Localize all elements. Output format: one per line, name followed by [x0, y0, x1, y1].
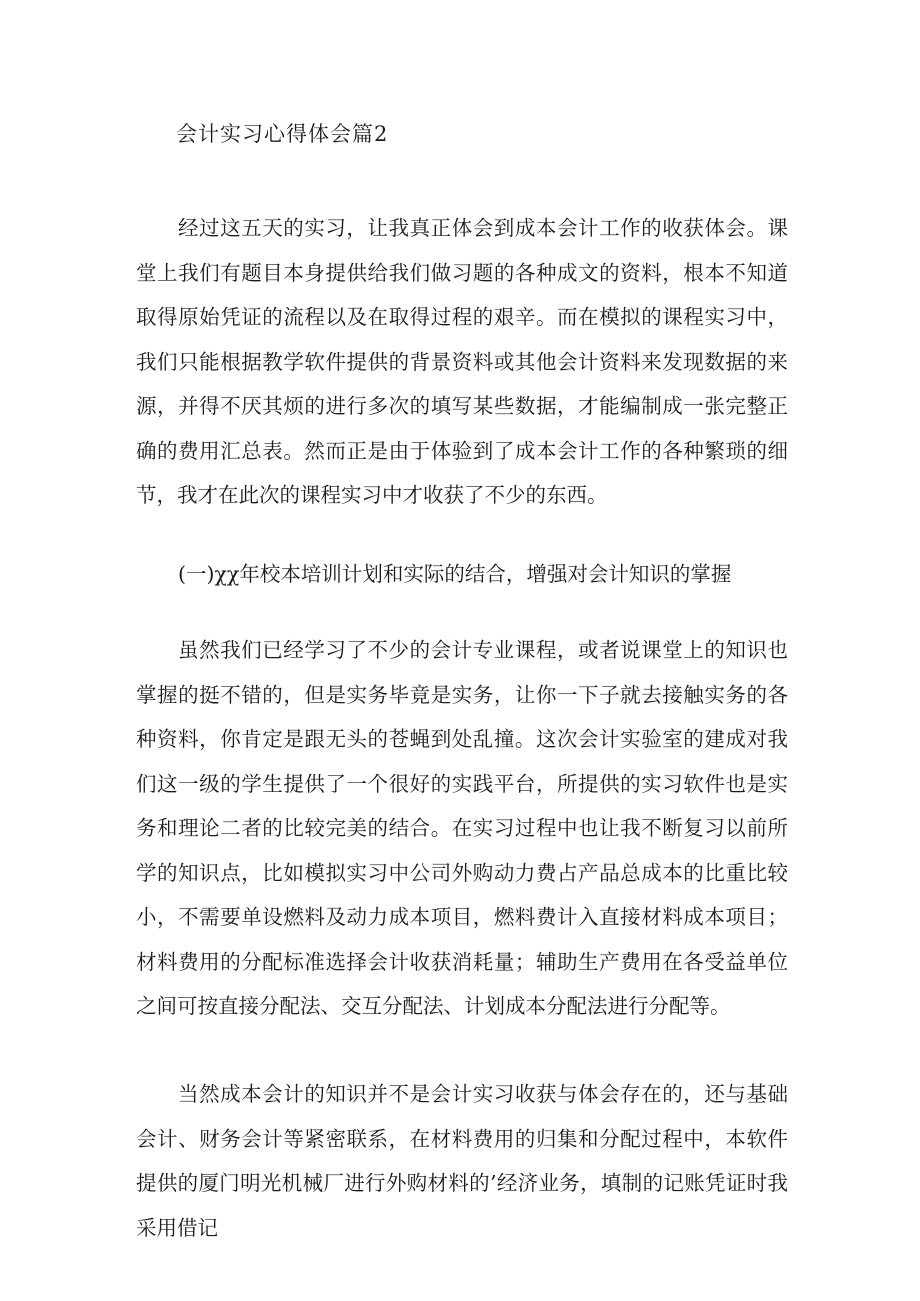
paragraph-2: 虽然我们已经学习了不少的会计专业课程，或者说课堂上的知识也掌握的挺不错的，但是实务毕竟是实务，让你一下子就去接触实务的各种资料，你肯定是跟无头的苍蝇到处乱撞。这次会计实验室的建成对我们这一级的学生提供了一个很好的实践平台，所提供的实习软件也是实务和理论二者的比较完美的结合。在实习过程中也让我不断复习以前所学的知识点，比如模拟实习中公司外购动力费占产品总成本的比重比较小，不需要单设燃料及动力成本项目，燃料费计入直接材料成本项目；材料费用的分配标准选择会计收获消耗量；辅助生产费用在各受益单位之间可按直接分配法、交互分配法、计划成本分配法进行分配等。: [136, 638, 788, 1018]
document-title: 会计实习心得体会篇2: [176, 122, 389, 146]
paragraph-3: 当然成本会计的知识并不是会计实习收获与体会存在的，还与基础会计、财务会计等紧密联系，在材料费用的归集和分配过程中，本软件提供的厦门明光机械厂进行外购材料的’经济业务，填制的记账凭证时我采用借记: [136, 1082, 788, 1240]
paragraph-1: 经过这五天的实习，让我真正体会到成本会计工作的收获体会。课堂上我们有题目本身提供给我们做习题的各种成文的资料，根本不知道取得原始凭证的流程以及在取得过程的艰辛。而在模拟的课程实习中，我们只能根据教学软件提供的背景资料或其他会计资料来发现数据的来源，并得不厌其烦的进行多次的填写某些数据，才能编制成一张完整正确的费用汇总表。然而正是由于体验到了成本会计工作的各种繁琐的细节，我才在此次的课程实习中才收获了不少的东西。: [136, 216, 788, 507]
section-heading: (一)χχ年校本培训计划和实际的结合，增强对会计知识的掌握: [178, 562, 732, 586]
